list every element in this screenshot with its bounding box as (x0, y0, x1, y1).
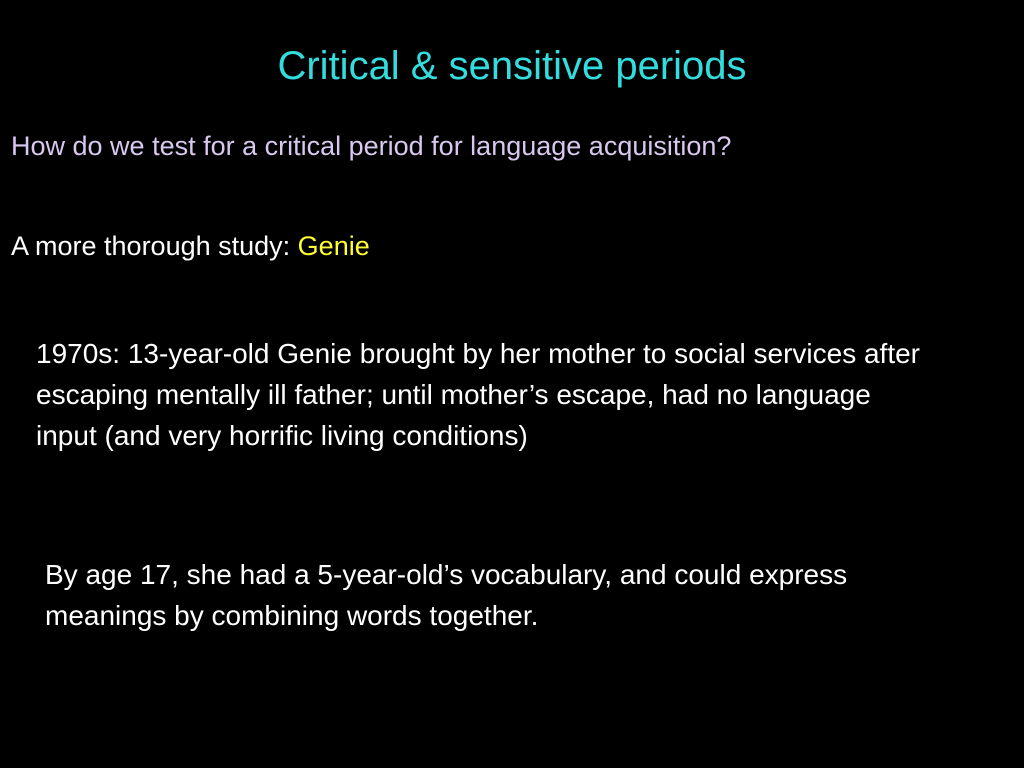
paragraph-genie-background: 1970s: 13-year-old Genie brought by her mother to social services after escaping mentally ill father; until mother’s escape, had no language input (and very horrific living conditions) (36, 338, 921, 451)
slide-title: Critical & sensitive periods (277, 44, 747, 88)
study-line (11, 228, 370, 264)
study-prefix: A more thorough study: (11, 231, 298, 261)
question-text: How do we test for a critical period for language acquisition? (11, 131, 732, 161)
paragraph-genie-progress: By age 17, she had a 5-year-old’s vocabulary, and could express meanings by combining words together. (45, 559, 848, 631)
study-highlight: Genie (297, 231, 370, 261)
